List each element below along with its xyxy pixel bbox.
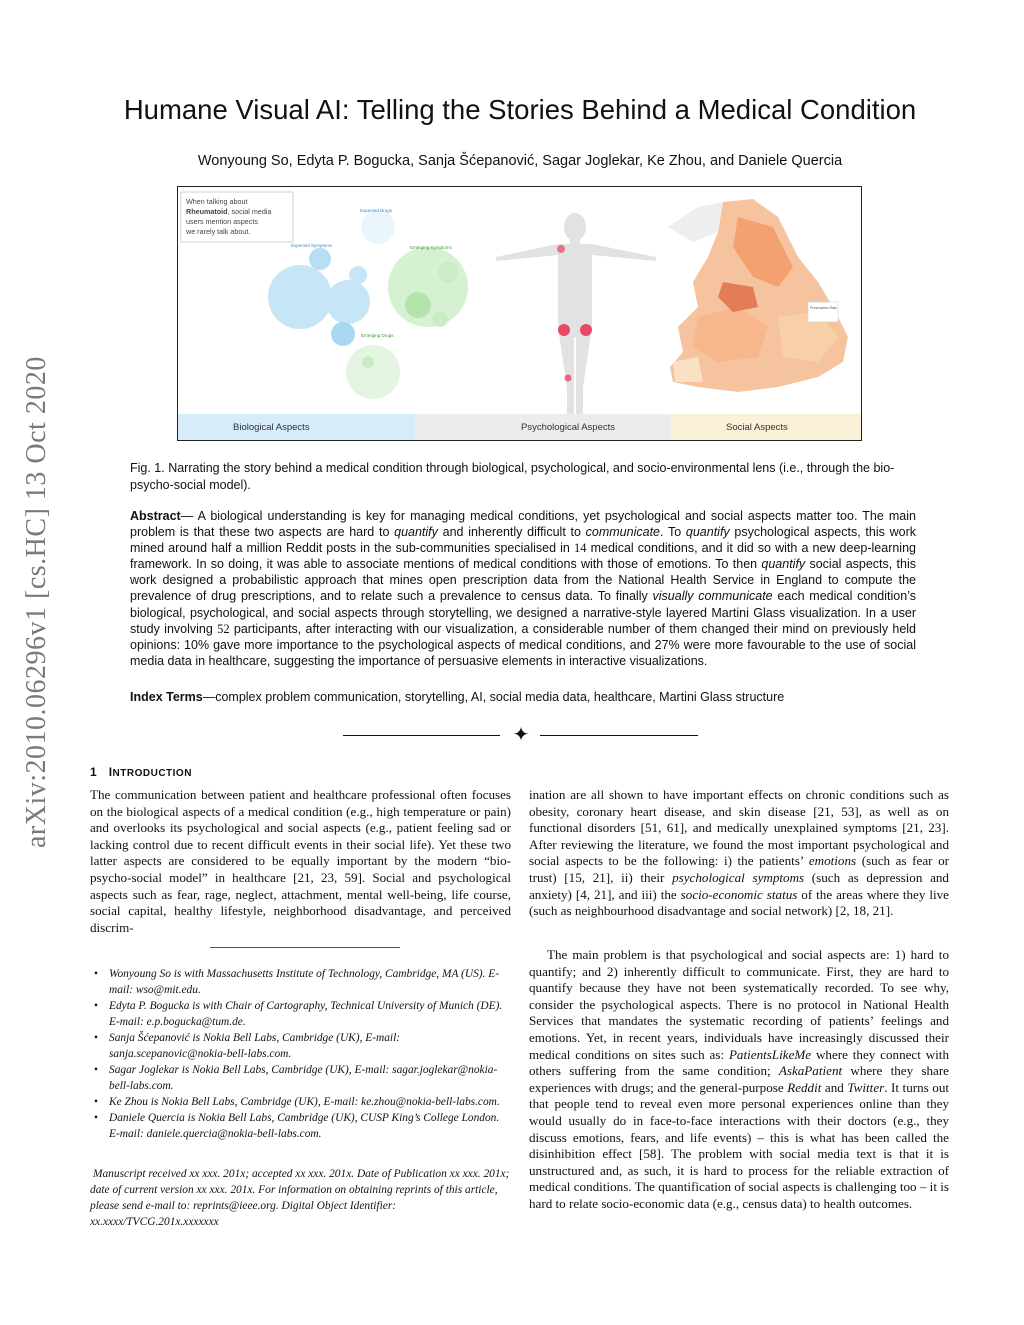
abstract-text: and inherently difficult to xyxy=(437,525,586,540)
emphasis: psychological symptoms xyxy=(672,869,805,885)
section-number: 1 xyxy=(90,765,98,779)
footnote-item: • Ke Zhou is Nokia Bell Labs, Cambridge (UK), E-mail: ke.zhou@nokia-bell-labs.com. xyxy=(90,1094,511,1110)
abstract-label: Abstract xyxy=(130,509,181,523)
index-terms-text: —complex problem communication, storytelling, AI, social media data, healthcare, Martini Glass structure xyxy=(202,690,785,704)
emphasis: socio-economic status xyxy=(680,886,798,902)
emphasis: quantify xyxy=(761,557,806,572)
figure-caption: Fig. 1. Narrating the story behind a medical condition through biological, psychological, and socio-environmental lens (i.e., through the bio-psycho-social model). xyxy=(130,461,895,492)
abstract-text: social aspects, this work designed a probabilistic approach that mines open prescription data from the National Health Service in England to compute the prevalence of drug prescriptions, and to relate such a prevalence to census data. To finally xyxy=(130,557,916,604)
map-legend-title: Prescription Rate xyxy=(810,306,837,310)
body-column-right-paragraph-1 xyxy=(529,787,949,920)
callout-line-1: When talking about xyxy=(186,197,248,206)
number: 52 xyxy=(217,621,230,636)
section-title-initial: I xyxy=(108,765,113,779)
body-text: and xyxy=(821,1079,848,1095)
prescription-map xyxy=(668,199,848,392)
abstract-text: psychological aspects, this work mined around half a million Reddit posts in the sub-communities specialised in xyxy=(130,525,916,556)
emphasis: quantify xyxy=(394,525,438,540)
abstract-text: participants, after interacting with our visualization, a considerable number of them changed their mind on previously held opinions: 10% gave more importance to the psychological aspects of medical conditions, and 27% were more favourable to the use of social media data in healthcare, suggesting the importance of persuasive elements in interactive visualizations. xyxy=(130,621,916,668)
callout-line-4: we rarely talk about. xyxy=(186,227,251,236)
label-expected-symptoms: Expected Symptoms xyxy=(291,243,333,248)
bubble-clusters xyxy=(268,208,468,399)
site-name: PatientsLikeMe xyxy=(728,1046,812,1062)
body-text: (such as depression and anxiety) [4, 21], and iii) the xyxy=(529,869,949,902)
body-text: ination are all shown to have important effects on chronic conditions such as obesity, coronary heart disease, and skin disease [21, 53], as well as on functional disorders [51, 61], and medically unexplained symptoms [21, 23]. After reviewing the literature, we found the most important psychological and social aspects to be the following: i) the patients’ xyxy=(529,787,949,869)
footnote-item: • Daniele Quercia is Nokia Bell Labs, Cambridge (UK), CUSP King’s College London. E-mail: daniele.quercia@nokia-bell-labs.com. xyxy=(90,1110,511,1142)
body-text: . It turns out that people tend to reveal even more personal experiences online than they would usually do in face-to-face interactions with their doctors (e.g., they discuss emotions, fears, and life events) – this is what has been called the disinhibition effect [58]. The problem with social media text is that it is unstructured and, as such, it is hard to process for the reliable extraction of medical conditions. The quantification of social aspects is challenging too – it is hard to relate socio-economic data (e.g., census data) to health outcomes. xyxy=(529,1079,949,1211)
separator-rule-left xyxy=(343,735,500,736)
abstract xyxy=(130,508,916,669)
site-name: Reddit xyxy=(787,1079,822,1095)
callout-line-2: , social media xyxy=(227,207,272,216)
abstract-text: medical conditions, and it did so with a new deep-learning framework. In so doing, it was able to associate mentions of medical conditions with those of emotions. To then xyxy=(130,541,916,572)
emphasis: visually communicate xyxy=(652,589,773,604)
abstract-text: each medical condition’s biological, psychological, and social aspects through storytelling, we designed a narrative-style layered Martini Glass visualization. In a user study involving xyxy=(130,589,916,636)
callout-box xyxy=(181,192,293,242)
body-text: The main problem is that psychological and social aspects are: 1) hard to quantify; and 2) inherently difficult to communicate. First, they are hard to quantify because they have not been systematically recorded. To see why, consider the psychological aspects. There is no protocol in National Health Services that mandates the systematic recording of patients’ feelings and emotions. Yet, in recent years, individuals have increasingly discussed their medical conditions on sites such as: xyxy=(529,947,949,1062)
section-title-rest: NTRODUCTION xyxy=(112,768,192,779)
knee-right-marker xyxy=(580,324,592,336)
author-affiliations xyxy=(90,966,511,1142)
label-expected-drugs: Expected Drugs xyxy=(360,208,393,213)
body-text: where they share experiences with drugs; and the general-purpose xyxy=(529,1063,949,1095)
panel-bands xyxy=(178,414,861,440)
shoulder-marker xyxy=(557,245,565,253)
emphasis: communicate xyxy=(585,525,660,540)
panel-social: Social Aspects xyxy=(726,422,788,433)
footnote-rule xyxy=(210,947,400,948)
arxiv-identifier: arXiv:2010.06296v1 [cs.HC] 13 Oct 2020 xyxy=(21,356,52,848)
separator-diamond-icon: ✦ xyxy=(512,724,530,746)
ankle-marker xyxy=(565,375,572,382)
abstract-text: . To xyxy=(660,525,686,540)
emphasis: quantify xyxy=(685,525,730,540)
svg-text:When talking about xyxy=(186,197,248,206)
footnote-item: • Wonyoung So is with Massachusetts Institute of Technology, Cambridge, MA (US). E-mail: wso@mit.edu. xyxy=(90,966,511,998)
body-text: where they connect with others suffering from the same condition; xyxy=(529,1046,949,1079)
callout-condition: Rheumatoid xyxy=(186,207,228,216)
manuscript-note: Manuscript received xx xxx. 201x; accepted xx xxx. 201x. Date of Publication xx xxx. 201x; date of current version xx xxx. 201x. For information on obtaining reprints of this article, please send e-mail to: reprints@ieee.org. Digital Object Identifier: xx.xxxx/TVCG.201x.xxxxxxx xyxy=(90,1168,510,1228)
footnote-item: • Sagar Joglekar is Nokia Bell Labs, Cambridge (UK), E-mail: sagar.joglekar@nokia-bell-labs.com. xyxy=(90,1062,511,1094)
body-text: (such as fear or trust) [15, 21], ii) their xyxy=(529,853,949,885)
label-emerging-drugs: Emerging Drugs xyxy=(361,333,394,338)
section-separator xyxy=(343,724,698,746)
body-column-right-paragraph-2 xyxy=(529,947,949,1213)
body-column-left: The communication between patient and healthcare professional often focuses on the biological aspects of a medical condition (e.g., high temperature or pain) and overlooks its psychological and social aspects (e.g., patient feeling sad or lacking control due to recent difficult events in their social life). Yet these two latter aspects are considered to be equally important by the modern “bio-psycho-social model” in healthcare [21, 23, 59]. Social and psychological aspects such as fear, rage, neglect, attachment, mental well-being, life course, social capital, healthy lifestyle, neighborhood disadvantage, and perceived discrim- xyxy=(90,787,511,935)
author-list: Wonyoung So, Edyta P. Bogucka, Sanja Šćepanović, Sagar Joglekar, Ke Zhou, and Daniele Quercia xyxy=(197,153,843,169)
abstract-text: — A biological understanding is key for managing medical conditions, yet psychological and social aspects matter too. The main problem is that these two aspects are hard to xyxy=(130,509,916,540)
knee-left-marker xyxy=(558,324,570,336)
section-heading xyxy=(90,765,192,779)
emphasis: emotions xyxy=(808,853,857,869)
callout-line-3: users mention aspects xyxy=(186,217,258,226)
footnote-item: • Sanja Šćepanović is Nokia Bell Labs, Cambridge (UK), E-mail: sanja.scepanovic@nokia-bell-labs.com. xyxy=(90,1030,511,1062)
svg-text:Rheumatoid, social media xyxy=(186,207,271,216)
site-name: Twitter xyxy=(847,1079,885,1095)
label-emerging-symptoms: Emerging Symptoms xyxy=(410,245,452,250)
body-text: of the areas where they live (such as neighbourhood disadvantage and social network) [2, 18, 21]. xyxy=(529,886,949,919)
separator-rule-right xyxy=(540,735,698,736)
body-silhouette xyxy=(496,213,656,422)
index-terms xyxy=(130,689,916,706)
number: 14 xyxy=(574,541,587,556)
site-name: AskaPatient xyxy=(778,1063,843,1079)
index-terms-label: Index Terms xyxy=(130,690,203,704)
footnote-item: • Edyta P. Bogucka is with Chair of Cartography, Technical University of Munich (DE). E-mail: e.p.bogucka@tum.de. xyxy=(90,998,511,1030)
panel-biological: Biological Aspects xyxy=(233,422,310,433)
paper-title: Humane Visual AI: Telling the Stories Behind a Medical Condition xyxy=(123,94,917,125)
panel-psychological: Psychological Aspects xyxy=(521,422,615,433)
teaser-figure xyxy=(177,186,862,441)
